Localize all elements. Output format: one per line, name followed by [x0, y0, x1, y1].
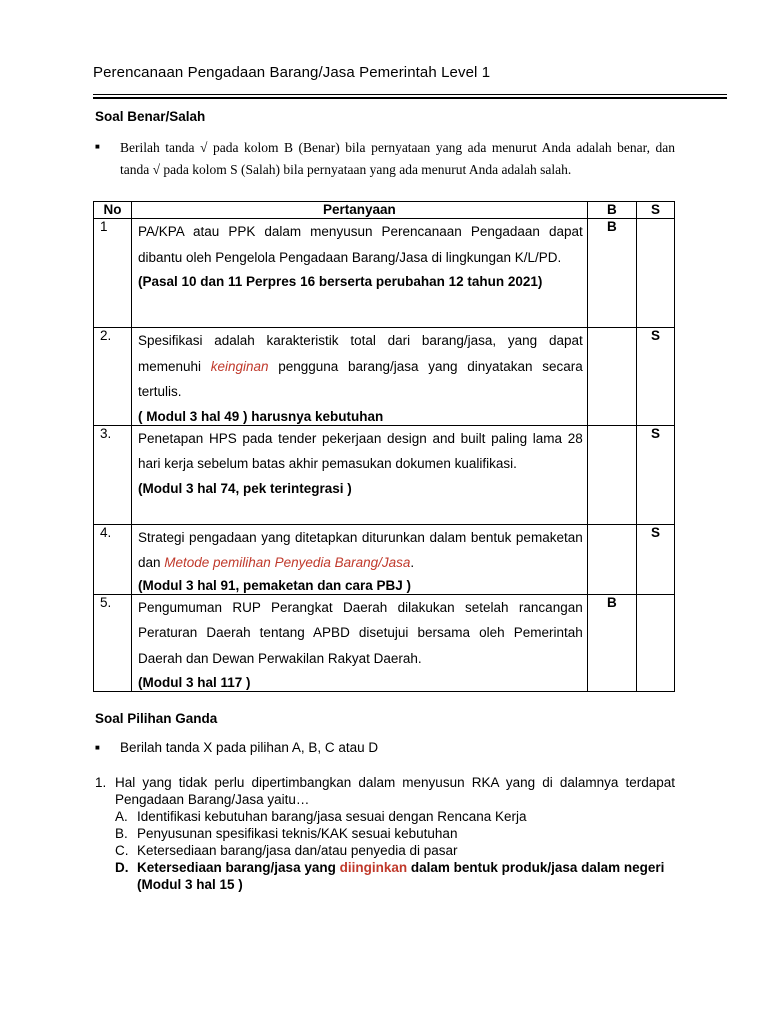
bullet-icon: ■ [95, 142, 100, 151]
row-number: 1 [94, 219, 132, 328]
question-text: Pengumuman RUP Perangkat Daerah dilakukan setelah rancangan Peraturan Daerah tentang APBD disetujui bersama oleh Pemerintah Daerah dan Dewan Perwakilan Rakyat Daerah. [137, 599, 583, 666]
answer-b-cell[interactable]: B [587, 594, 636, 692]
highlight-keyword: diinginkan [339, 860, 408, 875]
question-cell [131, 328, 587, 426]
table-row [94, 328, 675, 426]
table-row [94, 219, 675, 328]
table-row [94, 524, 675, 594]
question-cell [131, 219, 587, 328]
option-letter: A. [115, 809, 128, 824]
question-reference: (Modul 3 hal 74, pek terintegrasi ) [137, 480, 352, 496]
row-number: 2. [94, 328, 132, 426]
option-letter: B. [115, 826, 128, 841]
tf-instruction-text: Berilah tanda √ pada kolom B (Benar) bila pernyataan yang ada menurut Anda adalah benar, dan tanda √ pada kolom S (Salah) bila pernyataan yang ada menurut Anda adalah salah. [120, 140, 675, 177]
table-row [94, 425, 675, 524]
col-header-s: S [637, 202, 675, 219]
question-reference: (Modul 3 hal 91, pemaketan dan cara PBJ ) [137, 577, 412, 593]
option-text: Ketersediaan barang/jasa yang diinginkan dalam bentuk produk/jasa dalam negeri [137, 860, 665, 875]
question-cell [131, 425, 587, 524]
answer-b-cell[interactable] [587, 425, 636, 524]
question-text: PA/KPA atau PPK dalam menyusun Perencanaan Pengadaan dapat dibantu oleh Pengelola Pengadaan Barang/Jasa di lingkungan K/L/PD. [137, 224, 583, 265]
question-cell [131, 524, 587, 594]
question-text: Penetapan HPS pada tender pekerjaan design and built paling lama 28 hari kerja sebelum batas akhir pemasukan dokumen kualifikasi. [137, 430, 583, 471]
tf-question-table [93, 201, 675, 692]
col-header-question: Pertanyaan [131, 202, 587, 219]
option-text: Ketersediaan barang/jasa dan/atau penyedia di pasar [137, 843, 458, 858]
answer-s-cell[interactable] [637, 594, 675, 692]
highlight-keyword: Metode pemilihan Penyedia Barang/Jasa [164, 555, 411, 570]
mc-question-reference: (Modul 3 hal 15 ) [137, 877, 243, 892]
row-number: 4. [94, 524, 132, 594]
highlight-keyword: keinginan [210, 358, 269, 374]
page-header-title: Perencanaan Pengadaan Barang/Jasa Pemerintah Level 1 [93, 64, 491, 81]
mc-option-c[interactable] [95, 842, 675, 859]
answer-b-cell[interactable]: B [587, 219, 636, 328]
bullet-icon: ■ [95, 743, 100, 752]
answer-b-cell[interactable] [587, 524, 636, 594]
mc-option-d[interactable] [95, 859, 675, 876]
table-row [94, 594, 675, 692]
answer-s-cell[interactable] [637, 219, 675, 328]
row-number: 5. [94, 594, 132, 692]
header-rule-thick [93, 97, 727, 99]
answer-s-cell[interactable]: S [637, 425, 675, 524]
mc-question [95, 774, 675, 893]
question-text: Strategi pengadaan yang ditetapkan diturunkan dalam bentuk pemaketan dan Metode pemilihan Penyedia Barang/Jasa. [137, 529, 583, 570]
option-text: Penyusunan spesifikasi teknis/KAK sesuai kebutuhan [137, 826, 458, 841]
row-number: 3. [94, 425, 132, 524]
col-header-b: B [587, 202, 636, 219]
mc-question-stem [95, 774, 675, 808]
mc-section-title: Soal Pilihan Ganda [95, 711, 218, 726]
mc-instruction-text: Berilah tanda X pada pilihan A, B, C atau D [120, 740, 379, 755]
question-reference: (Modul 3 hal 117 ) [137, 675, 251, 690]
mc-question-text: Hal yang tidak perlu dipertimbangkan dalam menyusun RKA yang di dalamnya terdapat Pengadaan Barang/Jasa yaitu… [115, 775, 675, 807]
mc-reference-row [95, 876, 675, 893]
mc-option-a[interactable] [95, 808, 675, 825]
question-reference: ( Modul 3 hal 49 ) harusnya kebutuhan [137, 408, 384, 424]
answer-b-cell[interactable] [587, 328, 636, 426]
table-header-row [94, 202, 675, 219]
mc-option-b[interactable] [95, 825, 675, 842]
question-reference: (Pasal 10 dan 11 Perpres 16 berserta perubahan 12 tahun 2021) [137, 274, 543, 289]
header-rule-thin [93, 94, 727, 95]
option-letter: D. [115, 860, 129, 875]
mc-instruction [95, 738, 675, 758]
option-text: Identifikasi kebutuhan barang/jasa sesuai dengan Rencana Kerja [137, 809, 527, 824]
col-header-no: No [94, 202, 132, 219]
answer-s-cell[interactable]: S [637, 328, 675, 426]
tf-instruction [95, 137, 675, 181]
tf-section-title: Soal Benar/Salah [95, 109, 206, 124]
mc-question-number: 1. [95, 775, 107, 790]
question-cell [131, 594, 587, 692]
answer-s-cell[interactable]: S [637, 524, 675, 594]
option-letter: C. [115, 843, 129, 858]
question-text: Spesifikasi adalah karakteristik total dari barang/jasa, yang dapat memenuhi keinginan pengguna barang/jasa yang dinyatakan secara tertulis. [137, 333, 583, 399]
